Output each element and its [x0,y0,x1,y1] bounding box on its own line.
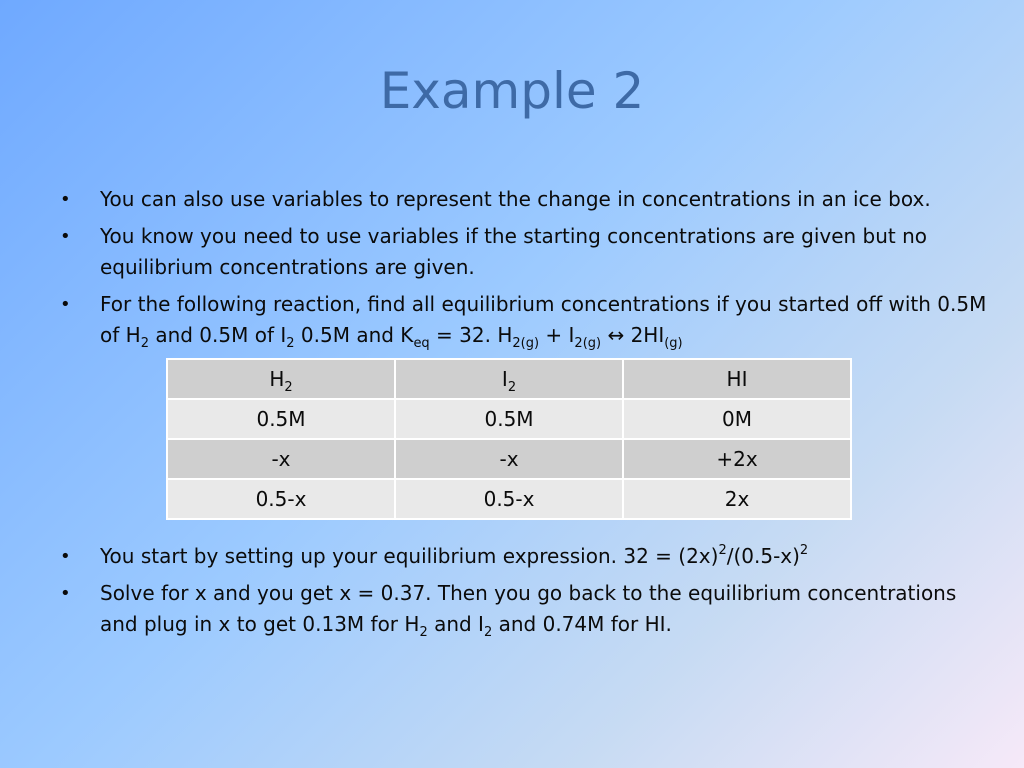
bullet-list-top [60,184,990,357]
bullet-item [60,221,990,283]
table-cell: -x [167,439,395,479]
text-run: For the following reaction, find all equilibrium concentrations if you started off with 0.5M of H [100,292,987,347]
table-cell: 2x [623,479,851,519]
table-cell: 0.5-x [167,479,395,519]
table-row-initial [167,399,851,439]
table-row-equilibrium [167,479,851,519]
bullet-text-reaction [100,289,990,351]
cell-text: I [501,367,508,391]
bullet-dot-icon: • [60,189,71,210]
subscript: 2(g) [574,336,602,351]
text-run: and I [427,612,484,636]
bullet-dot-icon: • [60,546,71,567]
table-header-row [167,359,851,399]
header-cell-i2 [395,359,623,399]
table-cell: +2x [623,439,851,479]
bullet-text: You know you need to use variables if the starting concentrations are given but no equilibrium concentrations are given. [100,224,928,279]
subscript: eq [413,336,430,351]
text-run: Solve for x and you get x = 0.37. Then you go back to the equilibrium concentrations and plug in x to get 0.13M for H [100,581,957,636]
text-run: /(0.5-x) [726,544,800,568]
table-cell: 0.5M [395,399,623,439]
superscript: 2 [799,543,809,558]
subscript: 2 [286,336,295,351]
table-row-change [167,439,851,479]
header-cell-hi: HI [623,359,851,399]
cell-text: H [269,367,285,391]
bullet-list-bottom [60,541,990,646]
superscript: 2 [718,543,727,558]
text-run: and 0.74M for HI. [492,612,672,636]
text-run: 0.5M and K [294,323,414,347]
bullet-item [60,578,990,640]
text-run: ↔ 2HI [601,323,665,347]
text-run: + I [539,323,575,347]
text-run: You start by setting up your equilibrium expression. 32 = (2x) [100,544,719,568]
subscript: 2 [284,380,293,395]
bullet-dot-icon: • [60,294,71,315]
text-run: and 0.5M of I [148,323,287,347]
bullet-text: You can also use variables to represent the change in concentrations in an ice box. [100,187,931,211]
subscript: 2 [419,625,428,640]
bullet-item [60,289,990,351]
slide-title: Example 2 [379,62,645,120]
bullet-item [60,541,990,572]
subscript: 2 [483,625,493,640]
header-cell-h2 [167,359,395,399]
ice-table [166,358,852,520]
table-cell: 0.5-x [395,479,623,519]
subscript: 2 [507,380,517,395]
text-run: = 32. H [429,323,513,347]
bullet-text-expression [100,541,990,572]
subscript: 2 [140,336,149,351]
bullet-dot-icon: • [60,226,71,247]
bullet-item [60,184,990,215]
subscript: 2(g) [512,336,540,351]
bullet-text-solution [100,578,990,640]
bullet-dot-icon: • [60,583,71,604]
table-cell: 0.5M [167,399,395,439]
table-cell: 0M [623,399,851,439]
subscript: (g) [664,336,683,351]
table-cell: -x [395,439,623,479]
